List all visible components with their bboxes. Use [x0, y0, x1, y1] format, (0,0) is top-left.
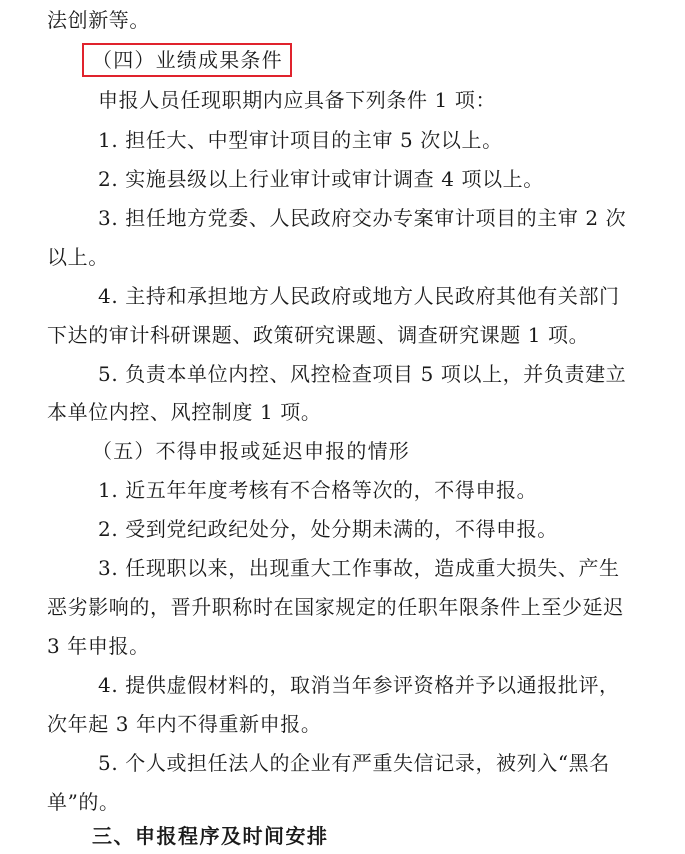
text-line-continuation: 法创新等。 [47, 8, 150, 32]
list-item-5-3-cont-2: 3 年申报。 [47, 634, 150, 658]
list-item-5-5-cont: 单”的。 [47, 790, 120, 814]
section-heading-exclusions: （五）不得申报或延迟申报的情形 [92, 439, 410, 463]
text-line-intro: 申报人员任现职期内应具备下列条件 1 项： [98, 88, 497, 112]
list-item-4-5-cont: 本单位内控、风控制度 1 项。 [47, 400, 322, 424]
list-item-5-1: 1. 近五年年度考核有不合格等次的，不得申报。 [98, 478, 538, 502]
list-item-5-3-cont: 恶劣影响的，晋升职称时在国家规定的任职年限条件上至少延迟 [47, 595, 624, 619]
list-item-5-3: 3. 任现职以来，出现重大工作事故，造成重大损失、产生 [98, 556, 620, 580]
list-item-4-2: 2. 实施县级以上行业审计或审计调查 4 项以上。 [98, 167, 544, 191]
list-item-5-5: 5. 个人或担任法人的企业有严重失信记录，被列入“黑名 [98, 751, 610, 775]
list-item-4-3-cont: 以上。 [47, 245, 109, 269]
chapter-heading-procedure: 三、申报程序及时间安排 [92, 824, 329, 848]
list-item-4-3: 3. 担任地方党委、人民政府交办专案审计项目的主审 2 次 [98, 206, 627, 230]
list-item-5-4: 4. 提供虚假材料的，取消当年参评资格并予以通报批评， [98, 673, 620, 697]
list-item-4-4-cont: 下达的审计科研课题、政策研究课题、调查研究课题 1 项。 [47, 323, 590, 347]
list-item-4-1: 1. 担任大、中型审计项目的主审 5 次以上。 [98, 128, 503, 152]
list-item-4-5: 5. 负责本单位内控、风控检查项目 5 项以上，并负责建立 [98, 362, 627, 386]
section-heading-performance: （四）业绩成果条件 [92, 48, 283, 72]
list-item-4-4: 4. 主持和承担地方人民政府或地方人民政府其他有关部门 [98, 284, 620, 308]
list-item-5-4-cont: 次年起 3 年内不得重新申报。 [47, 712, 322, 736]
list-item-5-2: 2. 受到党纪政纪处分，处分期未满的，不得申报。 [98, 517, 558, 541]
